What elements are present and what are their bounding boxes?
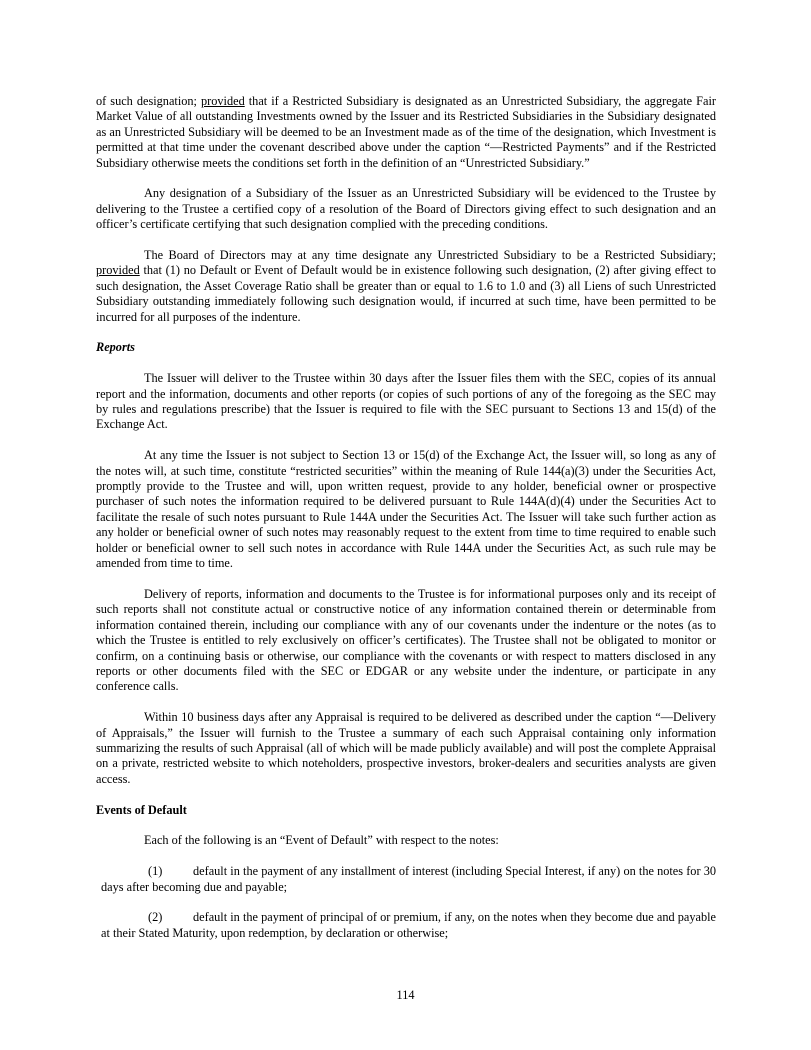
list-item-number: (2) xyxy=(148,910,163,925)
list-item-text: default in the payment of principal of or premium, if any, on the notes when they become due and payable at their Stated Maturity, upon redemption, by declaration or otherwise; xyxy=(101,910,716,940)
provided-term: provided xyxy=(201,94,245,108)
paragraph-designation-provided xyxy=(96,94,716,171)
list-item xyxy=(96,910,716,941)
page-number: 114 xyxy=(396,988,415,1002)
text-run: that if a Restricted Subsidiary is designated as an Unrestricted Subsidiary, the aggregate Fair Market Value of all outstanding Investments owned by the Issuer and its Restricted Subsidiaries in the Subsidiary designated as an Unrestricted Subsidiary will be deemed to be an Investment made as of the time of the designation, which Investment is permitted at that time under the covenant described above under the caption “—Restricted Payments” and if the Restricted Subsidiary otherwise meets the conditions set forth in the definition of an “Unrestricted Subsidiary.” xyxy=(96,94,716,170)
text-run: of such designation; xyxy=(96,94,201,108)
document-page xyxy=(96,94,716,941)
list-item-text: default in the payment of any installment of interest (including Special Interest, if any) on the notes for 30 days after becoming due and payable; xyxy=(101,864,716,894)
section-heading-reports: Reports xyxy=(96,340,135,355)
list-item-number: (1) xyxy=(148,864,163,879)
paragraph-restricted-designation xyxy=(96,248,716,325)
list-item xyxy=(96,864,716,895)
text-run: The Board of Directors may at any time designate any Unrestricted Subsidiary to be a Restricted Subsidiary; xyxy=(144,248,716,263)
paragraph-reports-delivery: The Issuer will deliver to the Trustee within 30 days after the Issuer files them with the SEC, copies of its annual report and the information, documents and other reports (or copies of such portions of any of the foregoing as the SEC may by rules and regulations prescribe) that the Issuer is required to file with the SEC pursuant to Sections 13 and 15(d) of the Exchange Act. xyxy=(96,371,716,432)
paragraph-appraisal-summary: Within 10 business days after any Appraisal is required to be delivered as described under the caption “—Delivery of Appraisals,” the Issuer will furnish to the Trustee a summary of each such Appraisal containing only information summarizing the results of such Appraisal (all of which will be made publicly available) and will post the complete Appraisal on a private, restricted website to which noteholders, prospective investors, broker-dealers and securities analysts are given access. xyxy=(96,710,716,786)
paragraph-designation-evidence: Any designation of a Subsidiary of the Issuer as an Unrestricted Subsidiary will be evidenced to the Trustee by delivering to the Trustee a certified copy of a resolution of the Board of Directors giving effect to such designation and an officer’s certificate certifying that such designation complied with the preceding conditions. xyxy=(96,186,716,232)
text-run: that (1) no Default or Event of Default would be in existence following such designation, (2) after giving effect to such designation, the Asset Coverage Ratio shall be greater than or equal to 1.6 to 1.0 and (3) all Liens of such Unrestricted Subsidiary outstanding immediately following such designation would, if incurred at such time, have been permitted to be incurred for all purposes of the indenture. xyxy=(96,263,716,324)
provided-term: provided xyxy=(96,263,140,278)
section-heading-events-of-default: Events of Default xyxy=(96,802,187,817)
paragraph-events-intro: Each of the following is an “Event of Default” with respect to the notes: xyxy=(144,833,499,848)
paragraph-rule-144a: At any time the Issuer is not subject to Section 13 or 15(d) of the Exchange Act, the Issuer will, so long as any of the notes will, at such time, constitute “restricted securities” within the meaning of Rule 144(a)(3) under the Securities Act, promptly provide to the Trustee and will, upon written request, provide to any holder, beneficial owner or prospective purchaser of such notes the information required to be delivered pursuant to Rule 144A(d)(4) under the Securities Act to facilitate the resale of such notes pursuant to Rule 144A under the Securities Act. The Issuer will take such further action as any holder or beneficial owner of such notes may reasonably request to the extent from time to time required to enable such holder or beneficial owner to sell such notes in accordance with Rule 144A under the Securities Act, as such rule may be amended from time to time. xyxy=(96,448,716,571)
paragraph-informational-purposes: Delivery of reports, information and documents to the Trustee is for informational purposes only and its receipt of such reports shall not constitute actual or constructive notice of any information contained therein or determinable from information contained therein, including our compliance with any of our covenants under the indenture or the notes (as to which the Trustee is entitled to rely exclusively on officer’s certificates). The Trustee shall not be obligated to monitor or confirm, on a continuing basis or otherwise, our compliance with the covenants or with respect to matters disclosed in any reports or other documents filed with the SEC or EDGAR or any website under the indenture, or participate in any conference calls. xyxy=(96,586,716,694)
